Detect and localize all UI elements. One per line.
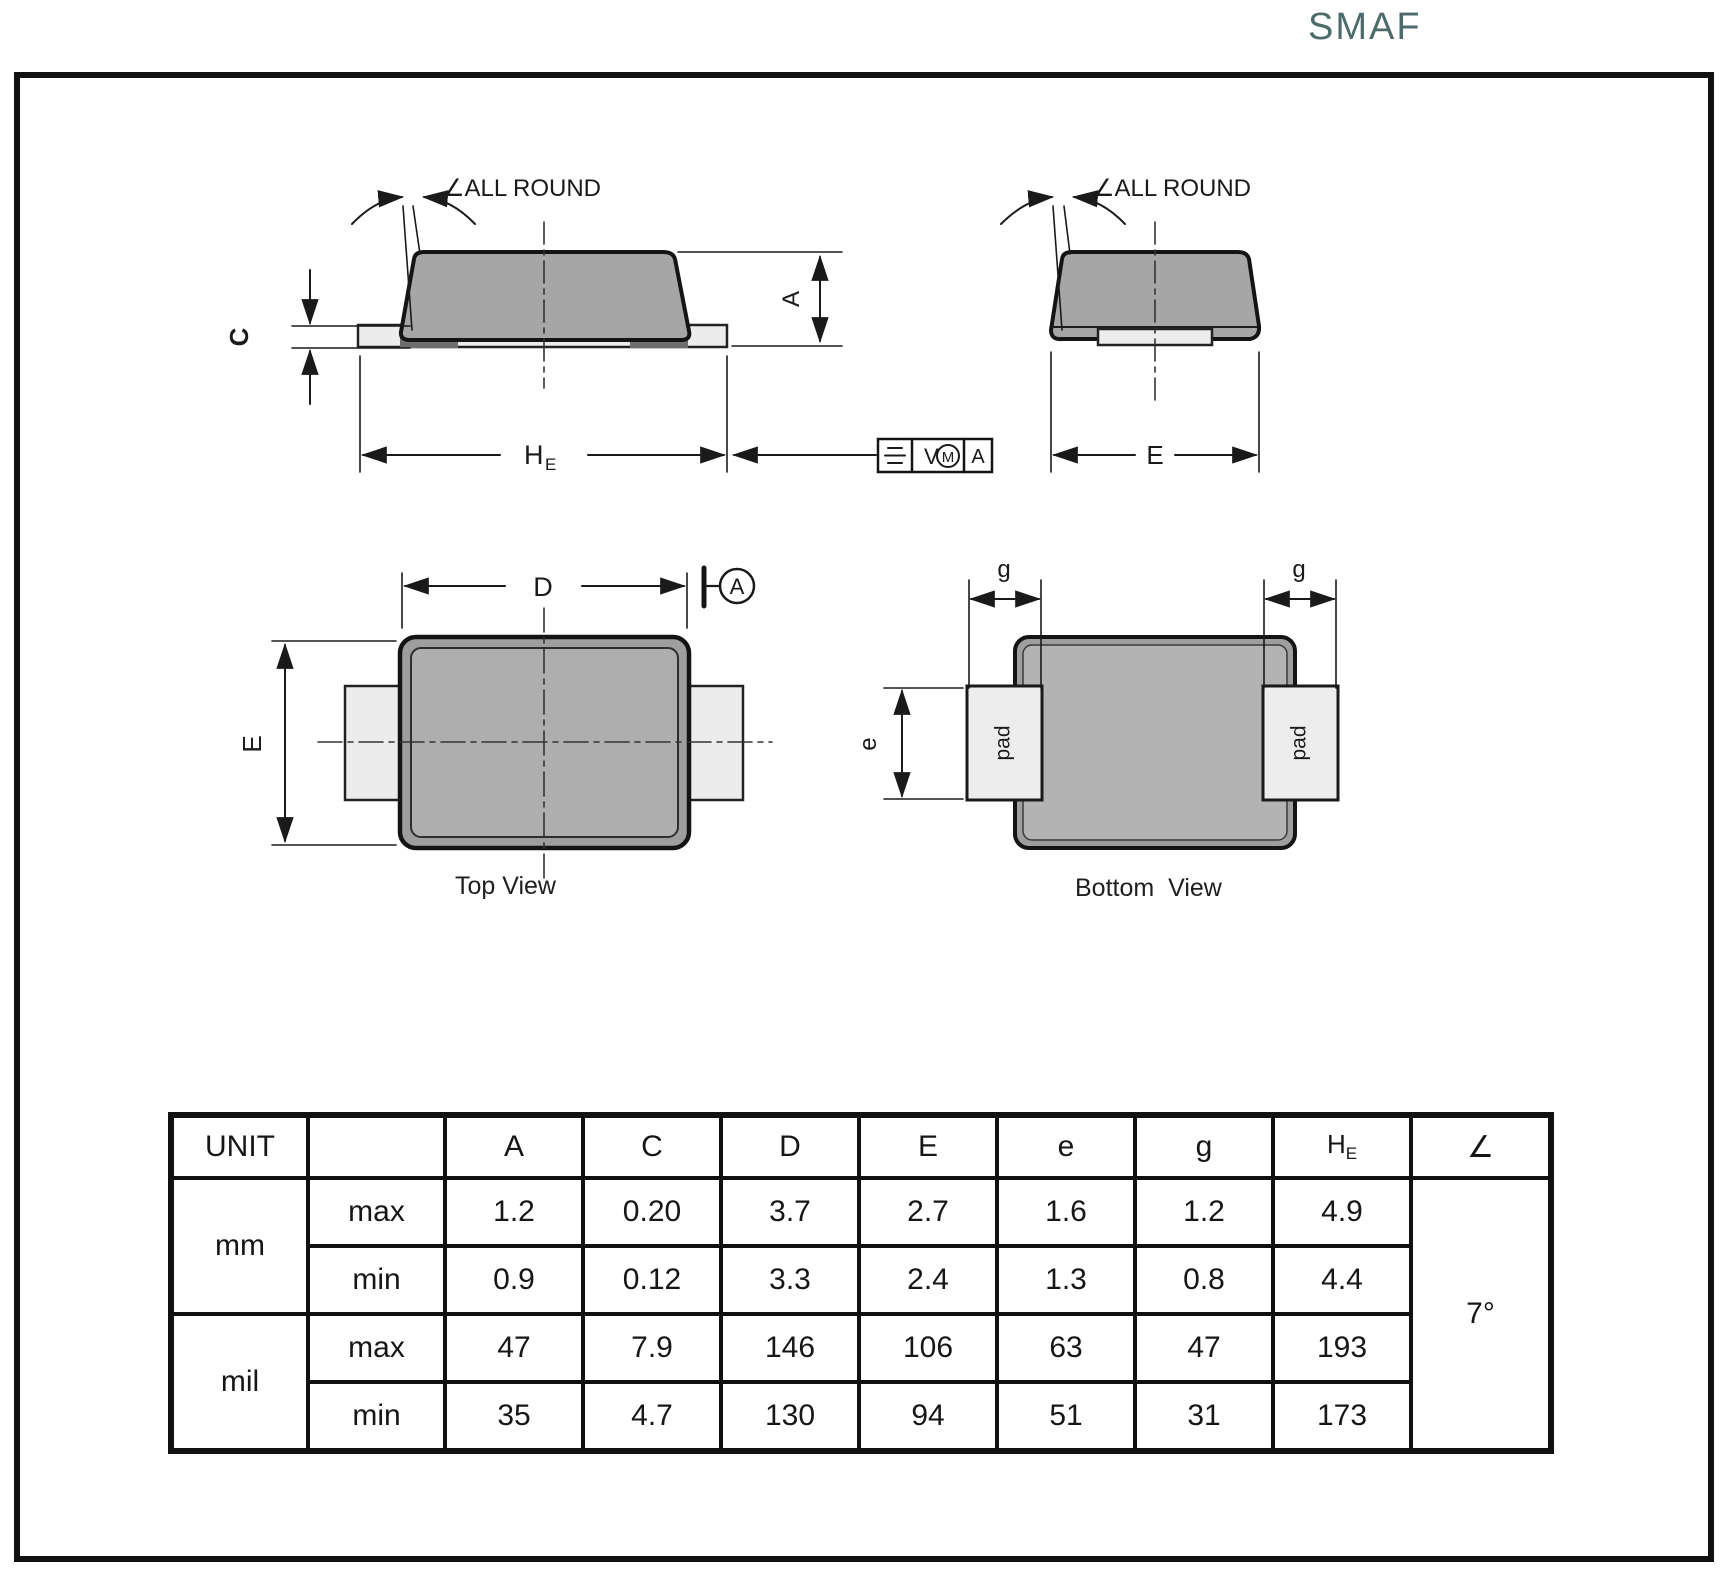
value-cell: 173 (1273, 1382, 1411, 1451)
value-cell: 130 (721, 1382, 859, 1451)
side-view-dim-a-label: A (778, 290, 805, 308)
limit-cell: min (308, 1382, 445, 1451)
side-view-all-round-label: ∠ALL ROUND (443, 175, 601, 202)
side-view-dim-c-label: C (224, 327, 254, 347)
value-cell: 2.7 (859, 1178, 997, 1246)
value-cell: 2.4 (859, 1246, 997, 1314)
bottom-view-dim-g-right-label: g (1292, 556, 1306, 583)
value-cell: 47 (1135, 1314, 1273, 1382)
bottom-view-dim-g-left-label: g (997, 556, 1011, 583)
page-title: SMAF (1308, 6, 1422, 48)
bottom-view-dim-e (884, 688, 963, 799)
header-he (1273, 1115, 1411, 1178)
datum-a-flag (704, 568, 754, 606)
value-cell: 0.9 (445, 1246, 583, 1314)
datum-a-label: A (729, 574, 745, 599)
value-cell: 35 (445, 1382, 583, 1451)
value-cell: 106 (859, 1314, 997, 1382)
value-cell: 4.4 (1273, 1246, 1411, 1314)
header-unit: UNIT (171, 1115, 308, 1178)
header-he-sub: E (1345, 1144, 1358, 1164)
bottom-view-caption: Bottom View (1075, 874, 1222, 902)
value-cell: 0.20 (583, 1178, 721, 1246)
dimension-table (168, 1112, 1554, 1454)
value-cell: 0.8 (1135, 1246, 1273, 1314)
top-view-dim-d-label: D (533, 572, 553, 602)
angle-value-cell: 7° (1411, 1178, 1551, 1451)
header-g: g (1135, 1115, 1273, 1178)
dimension-table-container (168, 1112, 1554, 1454)
value-cell: 47 (445, 1314, 583, 1382)
bottom-view-dim-e-label: e (855, 737, 882, 751)
feature-control-frame (734, 439, 992, 472)
side-view (224, 175, 992, 474)
value-cell: 31 (1135, 1382, 1273, 1451)
header-angle: ∠ (1411, 1115, 1551, 1178)
value-cell: 146 (721, 1314, 859, 1382)
value-cell: 3.3 (721, 1246, 859, 1314)
side-view-dim-he (360, 356, 727, 472)
unit-mm-cell: mm (171, 1178, 308, 1314)
value-cell: 1.2 (1135, 1178, 1273, 1246)
end-view-all-round-label: ∠ALL ROUND (1093, 175, 1251, 202)
value-cell: 63 (997, 1314, 1135, 1382)
top-view-dim-e-label: E (237, 735, 267, 753)
bottom-view-pad-left-label: pad (991, 725, 1015, 761)
value-cell: 7.9 (583, 1314, 721, 1382)
value-cell: 4.9 (1273, 1178, 1411, 1246)
value-cell: 1.6 (997, 1178, 1135, 1246)
bottom-view (855, 556, 1338, 848)
bottom-view-body-inner (1023, 645, 1287, 840)
unit-mil-cell: mil (171, 1314, 308, 1451)
end-view-dim-e-label: E (1146, 440, 1164, 470)
value-cell: 4.7 (583, 1382, 721, 1451)
table-row-mm-max (171, 1178, 1551, 1246)
fcf-modifier-label: M (941, 449, 955, 466)
value-cell: 1.2 (445, 1178, 583, 1246)
end-view (1001, 175, 1259, 472)
table-row-mm-min (171, 1246, 1551, 1314)
fcf-tolerance-label: V (924, 444, 939, 469)
header-c: C (583, 1115, 721, 1178)
top-view-lead-right (686, 686, 743, 800)
value-cell: 1.3 (997, 1246, 1135, 1314)
value-cell: 3.7 (721, 1178, 859, 1246)
top-view-lead-left (345, 686, 402, 800)
table-row-mil-max (171, 1314, 1551, 1382)
header-e-lower: e (997, 1115, 1135, 1178)
side-view-dim-he-subscript: E (545, 455, 557, 474)
value-cell: 193 (1273, 1314, 1411, 1382)
header-he-main: H (1326, 1129, 1346, 1160)
fcf-datum-label: A (971, 446, 985, 468)
header-d: D (721, 1115, 859, 1178)
limit-cell: max (308, 1314, 445, 1382)
side-view-body (401, 252, 689, 340)
value-cell: 94 (859, 1382, 997, 1451)
header-e-upper: E (859, 1115, 997, 1178)
top-view-caption: Top View (455, 872, 556, 900)
top-view (237, 568, 772, 880)
header-blank (308, 1115, 445, 1178)
header-a: A (445, 1115, 583, 1178)
value-cell: 51 (997, 1382, 1135, 1451)
table-header-row (171, 1115, 1551, 1178)
side-view-dim-he-label: H (524, 440, 544, 470)
limit-cell: min (308, 1246, 445, 1314)
bottom-view-pad-right-label: pad (1287, 725, 1311, 761)
table-row-mil-min (171, 1382, 1551, 1451)
limit-cell: max (308, 1178, 445, 1246)
value-cell: 0.12 (583, 1246, 721, 1314)
